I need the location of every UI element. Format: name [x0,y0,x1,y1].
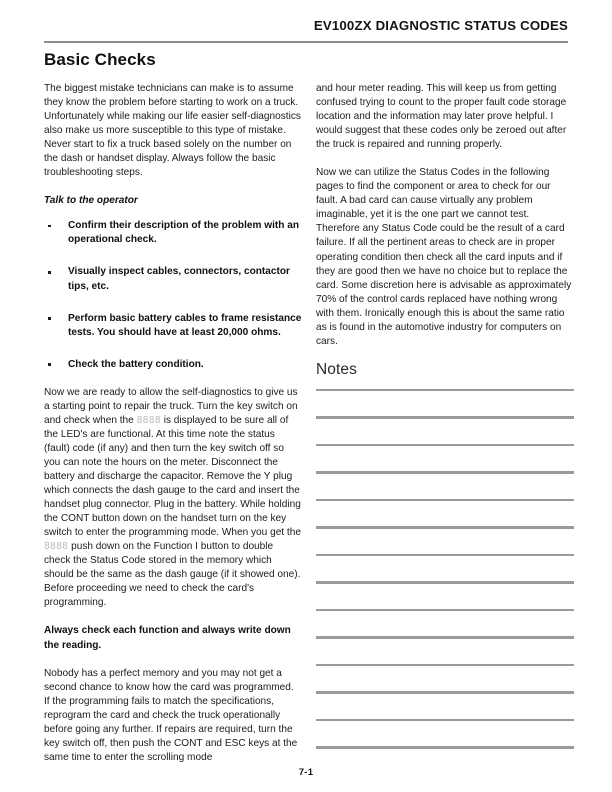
list-item [44,219,302,247]
note-ruled-line [316,526,574,529]
list-item-label: Check the battery condition. [68,358,204,370]
note-ruled-line [316,554,574,557]
header-title: EV100ZX DIAGNOSTIC STATUS CODES [313,18,568,33]
note-ruled-line [316,416,574,419]
note-ruled-line [316,636,574,639]
self-diagnostics-paragraph [44,386,302,611]
right-column [316,82,574,774]
page-footer [0,762,612,780]
self-diag-text-part-3: push down on the Function I button to double check the Status Code stored in the memory which should be the same as the dash gauge (if it showed one). Before proceeding we need to check the card's programming. [44,541,301,609]
list-item-label: Visually inspect cables, connectors, contactor tips, etc. [68,266,290,292]
note-ruled-line [316,746,574,749]
self-diag-text-part-2: is displayed to be sure all of the LED's are functional. At this time note the status (fault) code (if any) and then turn the key switch off so you can note the hours on the meter. Disconnect the battery and discharge the capacitor. Remove the Y plug which connects the dash gauge to the card and insert the handset plug connector. Plug in the battery. While holding the CONT button down on the handset turn on the key switch to enter the programming mode. When you get the [44,414,301,539]
basic-checks-bullet-list [44,219,302,371]
note-ruled-line [316,664,574,667]
list-item [44,358,302,372]
status-codes-paragraph: Now we can utilize the Status Codes in the following pages to find the component or area to check for our fault. A bad card can cause virtually any problem imaginable, yet it is the one part we cannot test. Therefore any Status Code could be the result of a card failure. If all the pertinent areas to check are in proper operating condition then check all the card inputs and if they are good then we have no choice but to replace the card. Some discretion here is advisable as approximately 70% of the control cards replaced have nothing wrong with them. Ironically enough this is about the same ratio as is found in the automotive industry for computers on cars. [316,167,572,347]
notes-heading: Notes [316,360,357,378]
note-ruled-line [316,581,574,584]
header-divider [44,41,568,43]
led-display-value-first: 8888 [136,414,161,426]
left-column [44,82,302,765]
bullet-square-icon [48,363,51,366]
note-ruled-line [316,719,574,722]
led-display-value-second: 8888 [44,541,69,553]
list-item [44,312,302,340]
bullet-square-icon [48,317,51,320]
page-number: 7-1 [298,767,314,778]
list-item [44,265,302,293]
bullet-square-icon [48,271,51,274]
self-diag-text-part-1: Now we are ready to allow the self-diagnostics to give us a starting point to repair the truck. Turn the key switch on and check when the [44,386,298,426]
note-ruled-line [316,389,574,392]
note-ruled-line [316,609,574,612]
note-ruled-line [316,691,574,694]
note-ruled-line [316,471,574,474]
page-title: Basic Checks [44,50,156,69]
bullet-square-icon [48,225,51,228]
continuation-paragraph: and hour meter reading. This will keep us from getting confused trying to count to the proper fault code storage location and the information may later prove helpful. I would suggest that these codes only be zeroed out after the truck is repaired and running properly. [316,83,567,151]
list-item-label: Confirm their description of the problem with an operational check. [68,220,300,246]
notes-ruled-lines [316,389,574,749]
note-ruled-line [316,444,574,447]
closing-paragraph: Nobody has a perfect memory and you may not get a second chance to know how the card was programmed. If the programming fails to match the specifications, reprogram the card and check the truck operationally before going any further. If repairs are required, turn the key switch off, then push the CONT and ESC keys at the same time to enter the scrolling mode [44,667,298,763]
note-ruled-line [316,499,574,502]
subheading-talk-to-operator: Talk to the operator [44,195,138,207]
list-item-label: Perform basic battery cables to frame resistance tests. You should have at least 20,000 ohms. [68,312,302,338]
intro-paragraph: The biggest mistake technicians can make is to assume they know the problem before starting to work on a truck. Unfortunately while making our life easier self-diagnostics also make us more susceptible to this type of mistake. Never start to fix a truck based solely on the number on the dash or handset display. Always follow the basic troubleshooting steps. [44,83,301,179]
bold-reminder-note: Always check each function and always write down the reading. [44,625,291,651]
